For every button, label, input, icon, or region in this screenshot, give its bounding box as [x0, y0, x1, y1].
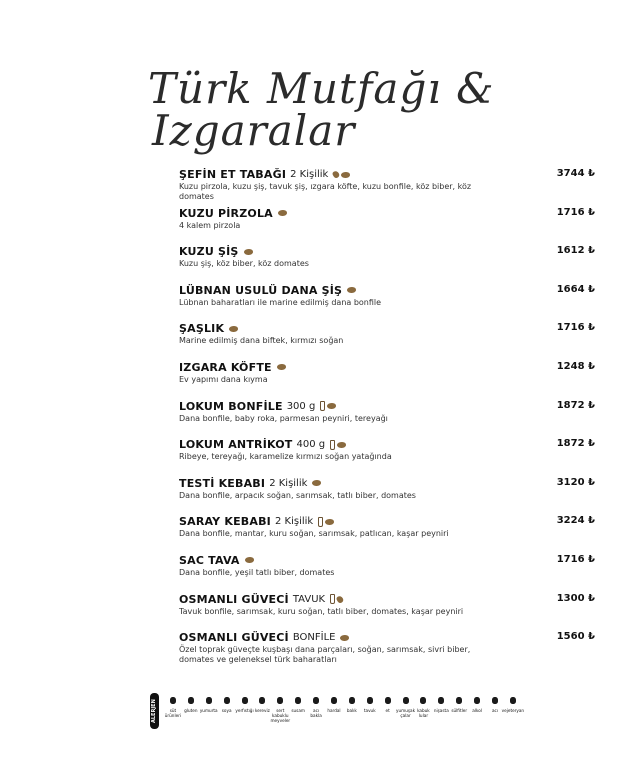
- item-name: LOKUM BONFİLE: [179, 399, 283, 413]
- allergen-item: [307, 697, 325, 723]
- item-name: LOKUM ANTRİKOT: [179, 438, 293, 452]
- meat-icon: [347, 287, 356, 293]
- item-price: 1300 ₺: [556, 592, 595, 604]
- allergen-label: nişasta: [433, 708, 449, 713]
- allergen-label: yumurta: [199, 708, 218, 713]
- menu-item: [179, 360, 599, 399]
- item-name: KUZU PİRZOLA: [179, 206, 273, 220]
- allergen-item: [253, 697, 271, 723]
- allergen-label: vejeteryan: [501, 708, 525, 713]
- chicken-icon: [332, 170, 341, 179]
- menu-item: [179, 244, 599, 283]
- allergen-label: kereviz: [254, 708, 270, 713]
- allergen-label: yerfıstığı: [235, 708, 254, 713]
- item-description: Ribeye, tereyağı, karamelize kırmızı soğan yatağında: [179, 452, 392, 462]
- item-name: ŞEFİN ET TABAĞI: [179, 168, 287, 181]
- item-allergen-icons: [312, 480, 321, 486]
- item-allergen-icons: [278, 210, 287, 216]
- item-name: TESTİ KEBABI: [179, 476, 266, 490]
- allergen-label: balık: [346, 708, 357, 713]
- allergen-label: hardal: [327, 708, 341, 713]
- meat-icon: [229, 326, 238, 332]
- item-description: Özel toprak güveçte kuşbaşı dana parçaları, soğan, sarımsak, sivri biber, domates ve geleneksel türk baharatları: [179, 645, 471, 665]
- vegetarian-icon: [510, 697, 516, 704]
- item-price: 1872 ₺: [556, 399, 595, 411]
- menu-item: [179, 206, 599, 245]
- item-portion: 2 Kişilik: [269, 477, 308, 489]
- allergen-item: [271, 697, 289, 723]
- menu-item: [179, 476, 599, 515]
- item-description: 4 kalem pirzola: [179, 220, 241, 230]
- allergen-item: [343, 697, 361, 723]
- item-allergen-icons: [333, 171, 350, 178]
- item-description: Dana bonfile, mantar, kuru soğan, sarımsak, patlıcan, kaşar peyniri: [179, 529, 449, 539]
- allergen-label: alkol: [472, 708, 482, 713]
- egg-icon: [206, 697, 212, 704]
- allergen-tag: ALERJEN: [150, 693, 159, 729]
- item-price: 1716 ₺: [556, 322, 595, 334]
- spicy-icon: [492, 697, 498, 704]
- fish-icon: [349, 697, 355, 704]
- milk-icon: [320, 401, 325, 411]
- celery-icon: [259, 697, 265, 704]
- item-price: 1872 ₺: [556, 438, 595, 450]
- allergen-list: [164, 697, 525, 723]
- item-price: 3744 ₺: [556, 168, 595, 179]
- menu-item: [179, 283, 599, 322]
- crustacean-icon: [420, 697, 426, 704]
- mustard-icon: [331, 697, 337, 704]
- item-description: Dana bonfile, yeşil tatlı biber, domates: [179, 567, 335, 577]
- allergen-item: [200, 697, 218, 723]
- item-allergen-icons: [318, 517, 334, 527]
- meat-icon: [244, 249, 253, 255]
- menu-item: [179, 321, 599, 360]
- allergen-legend: [150, 693, 590, 735]
- item-price: 1248 ₺: [556, 360, 595, 372]
- allergen-item: [397, 697, 415, 723]
- item-description: Tavuk bonfile, sarımsak, kuru soğan, tatlı biber, domates, kaşar peyniri: [179, 606, 464, 616]
- meat-icon: [340, 635, 349, 641]
- item-allergen-icons: [330, 440, 346, 450]
- allergen-item: [414, 697, 432, 723]
- milk-icon: [330, 440, 335, 450]
- chicken-icon: [367, 697, 373, 704]
- allergen-item: [289, 697, 307, 723]
- milk-icon: [318, 517, 323, 527]
- meat-icon: [341, 172, 350, 178]
- allergen-item: [450, 697, 468, 723]
- item-allergen-icons: [245, 557, 254, 563]
- allergen-item: [379, 697, 397, 723]
- item-name: OSMANLI GÜVECİ: [179, 592, 289, 606]
- allergen-item: [236, 697, 254, 723]
- meat-icon: [337, 442, 346, 448]
- allergen-label: soya: [221, 708, 232, 713]
- item-name: KUZU ŞİŞ: [179, 245, 239, 259]
- allergen-item: [501, 697, 525, 723]
- meat-icon: [312, 480, 321, 486]
- item-portion: 2 Kişilik: [274, 516, 314, 528]
- item-allergen-icons: [330, 594, 343, 604]
- mollusc-icon: [403, 697, 409, 704]
- item-portion: BONFİLE: [292, 632, 336, 644]
- soy-icon: [224, 697, 230, 704]
- item-name: LÜBNAN USULÜ DANA ŞİŞ: [179, 283, 343, 297]
- allergen-label: et: [385, 708, 390, 713]
- menu-item: [179, 167, 599, 206]
- menu-item: [179, 399, 599, 438]
- allergen-label: tavuk: [363, 708, 376, 713]
- item-portion: 2 Kişilik: [290, 169, 329, 180]
- item-allergen-icons: [244, 249, 253, 255]
- item-portion: TAVUK: [292, 593, 326, 605]
- item-price: 1716 ₺: [556, 206, 595, 218]
- item-description: Marine edilmiş dana biftek, kırmızı soğan: [179, 336, 344, 346]
- sesame-icon: [295, 697, 301, 704]
- meat-icon: [325, 519, 334, 525]
- allergen-label: acı bakla: [310, 708, 322, 718]
- allergen-label: gluten: [184, 708, 198, 713]
- item-portion: 400 g: [296, 439, 326, 451]
- allergen-label: kabuk lular: [417, 708, 430, 718]
- chicken-icon: [336, 595, 345, 604]
- lupin-icon: [313, 697, 319, 704]
- peanut-icon: [242, 697, 248, 704]
- item-price: 1716 ₺: [556, 553, 595, 565]
- allergen-label: süt ürünleri: [164, 708, 182, 718]
- meat-icon: [327, 403, 336, 409]
- item-description: Kuzu şiş, köz biber, köz domates: [179, 259, 309, 269]
- allergen-label: yumuşak çalar: [396, 708, 416, 718]
- menu-item: [179, 592, 599, 631]
- allergen-label: sülfitler: [451, 708, 468, 713]
- item-allergen-icons: [277, 364, 286, 370]
- title-line-1: Türk Mutfağı &: [148, 64, 495, 113]
- allergen-item: [218, 697, 236, 723]
- menu-item: [179, 437, 599, 476]
- item-portion: 300 g: [286, 400, 316, 412]
- milk-icon: [170, 697, 176, 704]
- meat-icon: [245, 557, 254, 563]
- alcohol-icon: [474, 697, 480, 704]
- nut-icon: [277, 697, 283, 704]
- allergen-label: susam: [291, 708, 306, 713]
- item-description: Dana bonfile, arpacık soğan, sarımsak, tatlı biber, domates: [179, 490, 416, 500]
- meat-icon: [277, 364, 286, 370]
- allergen-label: sert kabuklu meyveler: [270, 708, 291, 723]
- item-price: 1560 ₺: [556, 631, 595, 643]
- item-description: Kuzu pirzola, kuzu şiş, tavuk şiş, ızgara köfte, kuzu bonfile, köz biber, köz domates: [179, 182, 472, 201]
- menu-item: [179, 514, 599, 553]
- page-title: [148, 64, 495, 155]
- allergen-label: acı: [491, 708, 498, 713]
- item-description: Ev yapımı dana kıyma: [179, 374, 268, 384]
- meat-icon: [278, 210, 287, 216]
- item-name: IZGARA KÖFTE: [179, 360, 272, 374]
- meat-icon: [385, 697, 391, 704]
- item-price: 1612 ₺: [556, 245, 595, 257]
- item-description: Lübnan baharatları ile marine edilmiş dana bonfile: [179, 297, 382, 307]
- allergen-item: [432, 697, 450, 723]
- item-name: SAC TAVA: [179, 553, 240, 567]
- item-allergen-icons: [229, 326, 238, 332]
- menu-item: [179, 553, 599, 592]
- item-allergen-icons: [340, 635, 349, 641]
- item-price: 3224 ₺: [556, 515, 595, 527]
- milk-icon: [330, 594, 335, 604]
- sulphite-icon: [456, 697, 462, 704]
- allergen-item: [468, 697, 486, 723]
- wheat-icon: [188, 697, 194, 704]
- item-name: SARAY KEBABI: [179, 515, 271, 529]
- item-description: Dana bonfile, baby roka, parmesan peyniri, tereyağı: [179, 413, 388, 423]
- item-name: OSMANLI GÜVECİ: [179, 631, 289, 645]
- allergen-item: [361, 697, 379, 723]
- title-line-2: Izgaralar: [152, 106, 356, 155]
- item-name: ŞAŞLIK: [179, 322, 225, 336]
- item-price: 3120 ₺: [556, 476, 595, 488]
- allergen-item: [182, 697, 200, 723]
- item-allergen-icons: [320, 401, 336, 411]
- starch-icon: [438, 697, 444, 704]
- item-allergen-icons: [347, 287, 356, 293]
- allergen-item: [325, 697, 343, 723]
- item-price: 1664 ₺: [556, 283, 595, 295]
- allergen-item: [164, 697, 182, 723]
- menu-item: [179, 630, 599, 669]
- menu-list: [179, 167, 599, 669]
